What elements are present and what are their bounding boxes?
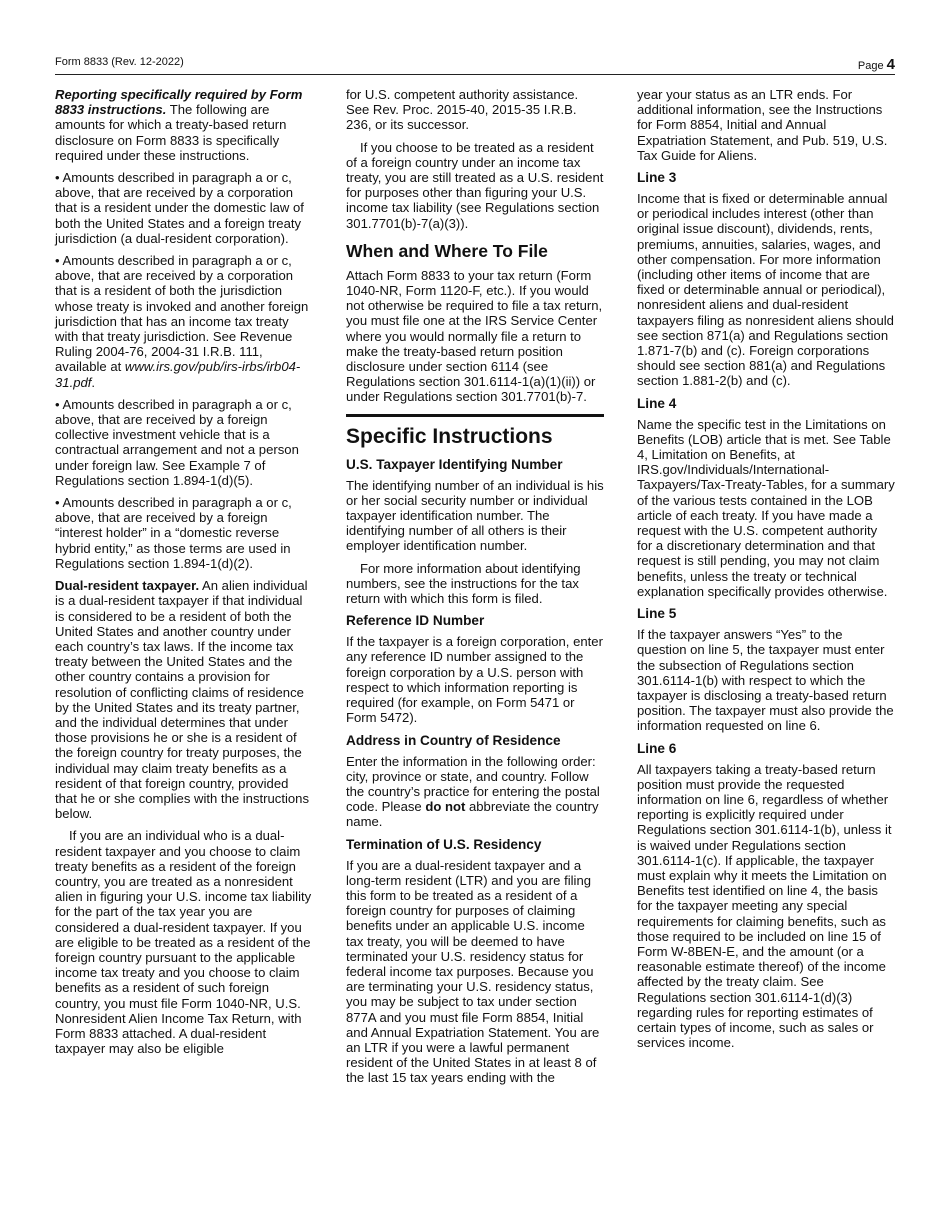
bullet-item: • Amounts described in paragraph a or c, above, that are received by a corporation that is a resident under the domestic law of both the United States and a foreign treaty jurisdiction (a dual-resident corporation). [55,170,304,246]
line-3-heading: Line 3 [637,170,677,186]
ltr-continued-paragraph: year your status as an LTR ends. For additional information, see the Instructions for Form 8854, Initial and Annual Expatriation Statement, and Pub. 519, U.S. Tax Guide for Aliens. [637,87,888,163]
dual-resident-individual-paragraph: If you are an individual who is a dual-resident taxpayer and you choose to claim treaty benefits as a resident of the foreign country, you are treated as a nonresident alien in figuring your U.S. income tax liability for the part of the tax year you are considered a dual-resident taxpayer. If you are eligible to be treated as a resident of the foreign country pursuant to the applicable income tax treaty and you choose to claim benefits as a resident of such foreign country, you must file Form 1040-NR, U.S. Nonresident Alien Income Tax Return, with Form 8833 attached. A dual-resident taxpayer may also be eligible [55,828,312,1057]
bullet-item: • Amounts described in paragraph a or c, above, that are received by a foreign collective investment vehicle that is a contractual arrangement and not a person under foreign law. See Example 7 of Regulations section 1.894-1(d)(5). [55,396,299,488]
reporting-required-title: Reporting specifically required by Form 8833 instructions. [55,87,303,118]
when-where-heading: When and Where To File [346,240,548,261]
address-heading: Address in Country of Residence [346,732,561,748]
page-indicator [858,56,895,73]
specific-instructions-heading: Specific Instructions [346,424,553,448]
competent-authority-paragraph: for U.S. competent authority assistance. See Rev. Proc. 2015-40, 2015-35 I.R.B. 236, or its successor. [346,87,579,133]
termination-heading: Termination of U.S. Residency [346,836,542,852]
reference-id-heading: Reference ID Number [346,613,485,629]
tin-more-info: For more information about identifying numbers, see the instructions for the tax return with which this form is filed. [346,560,581,607]
line-4-heading: Line 4 [637,395,677,411]
dual-resident-paragraph: Dual-resident taxpayer. An alien individual is a dual-resident taxpayer if that individual is considered to be a resident of both the United States and another country under each country’s tax laws. If the income tax treaty between the United States and the other country contains a provision for resolution of conflicting claims of residence by the United States and its treaty partner, and the individual determines that under those provisions he or she is a resident of the foreign country for treaty purposes, the individual may claim treaty benefits as a resident of that foreign country, provided that he or she complies with the instructions below. [55,578,309,822]
bullet-item: • Amounts described in paragraph a or c, above, that are received by a corporation that is a resident of both the jurisdiction whose treaty is invoked and another foreign jurisdiction that has an income tax treaty with that treaty jurisdiction. See Revenue Ruling 2004-76, 2004-31 I.R.B. 111, available at www.irs.gov/pub/irs-irbs/irb04-31.pdf. [55,253,309,390]
tin-heading: U.S. Taxpayer Identifying Number [346,456,563,472]
column-1 [55,87,313,1063]
termination-text: If you are a dual-resident taxpayer and a long-term resident (LTR) and you are filing this form to be treated as a resident of a foreign country for purposes of claiming benefits under an applicable U.S. income tax treaty, you will be deemed to have terminated your U.S. residency status for federal income tax purposes. Because you are terminating your U.S. residency status, you may be subject to tax under section 877A and you must file Form 8854, Initial and Annual Expatriation Statement. You are an LTR if you were a lawful permanent resident of the United States in at least 8 of the last 15 tax years ending with the [346,857,600,1086]
when-where-text: Attach Form 8833 to your tax return (Form 1040-NR, Form 1120-F, etc.). If you would not otherwise be required to file a tax return, you must file one at the IRS Service Center where you would normally file a return to make the treaty-based return position disclosure under section 6114 (see Regulations section 301.6114-1(a)(1)(ii)) or under Regulations section 301.7701(b)-7. [346,267,603,405]
column-2 [346,87,604,1093]
dual-resident-title: Dual-resident taxpayer. [55,578,200,594]
treated-as-resident-paragraph: If you choose to be treated as a resident of a foreign country under an income tax treaty, you are still treated as a U.S. resident for purposes other than figuring your U.S. income tax liability (see Regulations section 301.7701(b)-7(a)(3)). [346,139,604,231]
line-6-text: All taxpayers taking a treaty-based return position must provide the requested information on line 6, regardless of whether reporting is explicitly required under Regulations section 301.6114-1(b), unless it is waived under Regulations section 301.6114-1(c). If applicable, the taxpayer must explain why it meets the Limitation on Benefits test identified on line 4, the basis for the taxpayer meeting any special requirements for claiming benefits, such as those required to be included on line 15 of Form W-8BEN-E, and the amount (or a reasonable estimate thereof) of the income affected by the treaty claim. See Regulations section 301.6114-1(d)(3) regarding rules for reporting estimates of certain types of income, such as sales or services income. [637,761,892,1051]
line-4-text: Name the specific test in the Limitations on Benefits (LOB) article that is met. See Table 4, Limitation on Benefits, at IRS.gov/Individuals/International-Taxpayers/Tax-Treaty-Tables, for a summary of the various tests contained in the LOB article of each treaty. If you have made a request with the U.S. competent authority for a discretionary determination and that request is still pending, you may not claim benefits, unless the treaty or technical explanation specifically provides otherwise. [637,416,895,599]
page-label: Page [857,60,884,72]
page-number: 4 [886,56,895,73]
address-text: Enter the information in the following order: city, province or state, and country. Follow the country’s practice for entering the postal code. Please do not abbreviate the country name. [346,753,600,830]
reporting-required-text: The following are amounts for which a treaty-based return disclosure on Form 8833 is specifically required under these instructions. [55,102,287,163]
line-6-heading: Line 6 [637,740,677,756]
reporting-required-paragraph [55,87,313,163]
tin-text: The identifying number of an individual is his or her social security number or individual taxpayer identification number. The identifying number of all others is their employer identification number. [346,477,604,554]
line-5-heading: Line 5 [637,606,677,622]
specific-instructions-section [346,414,604,1086]
line-5-text: If the taxpayer answers “Yes” to the question on line 5, the taxpayer must enter the subsection of Regulations section 301.6114-1(b) with respect to which the taxpayer is disclosing a treaty-based return position. The taxpayer must also provide the information requested on line 6. [637,627,894,734]
bullet-item: • Amounts described in paragraph a or c, above, that are received by a foreign “interest holder” in a “domestic reverse hybrid entity,” as those terms are used in Regulations section 1.894-1(d)(2). [55,495,292,571]
line-3-text: Income that is fixed or determinable annual or periodical includes interest (other than original issue discount), dividends, rents, premiums, annuities, salaries, wages, and other compensation. For more information (including other items of income that are fixed or determinable annual or periodical), nonresident aliens and dual-resident taxpayers filing as nonresident aliens should see section 871(a) and Regulations section 1.871-7(b) and (c). Foreign corporations should see section 881(a) and Regulations section 1.881-2(b) and (c). [637,191,894,389]
irs-url-text: www.irs.gov/pub/irs-irbs/irb04-31.pdf [55,359,301,390]
column-3 [637,87,895,1057]
reference-id-text: If the taxpayer is a foreign corporation, enter any reference ID number assigned to the foreign corporation by a U.S. person with respect to which information reporting is required (for example, on Form 5471 or Form 5472). [346,634,603,726]
form-id: Form 8833 (Rev. 12-2022) [55,56,184,68]
page-header [55,54,895,75]
